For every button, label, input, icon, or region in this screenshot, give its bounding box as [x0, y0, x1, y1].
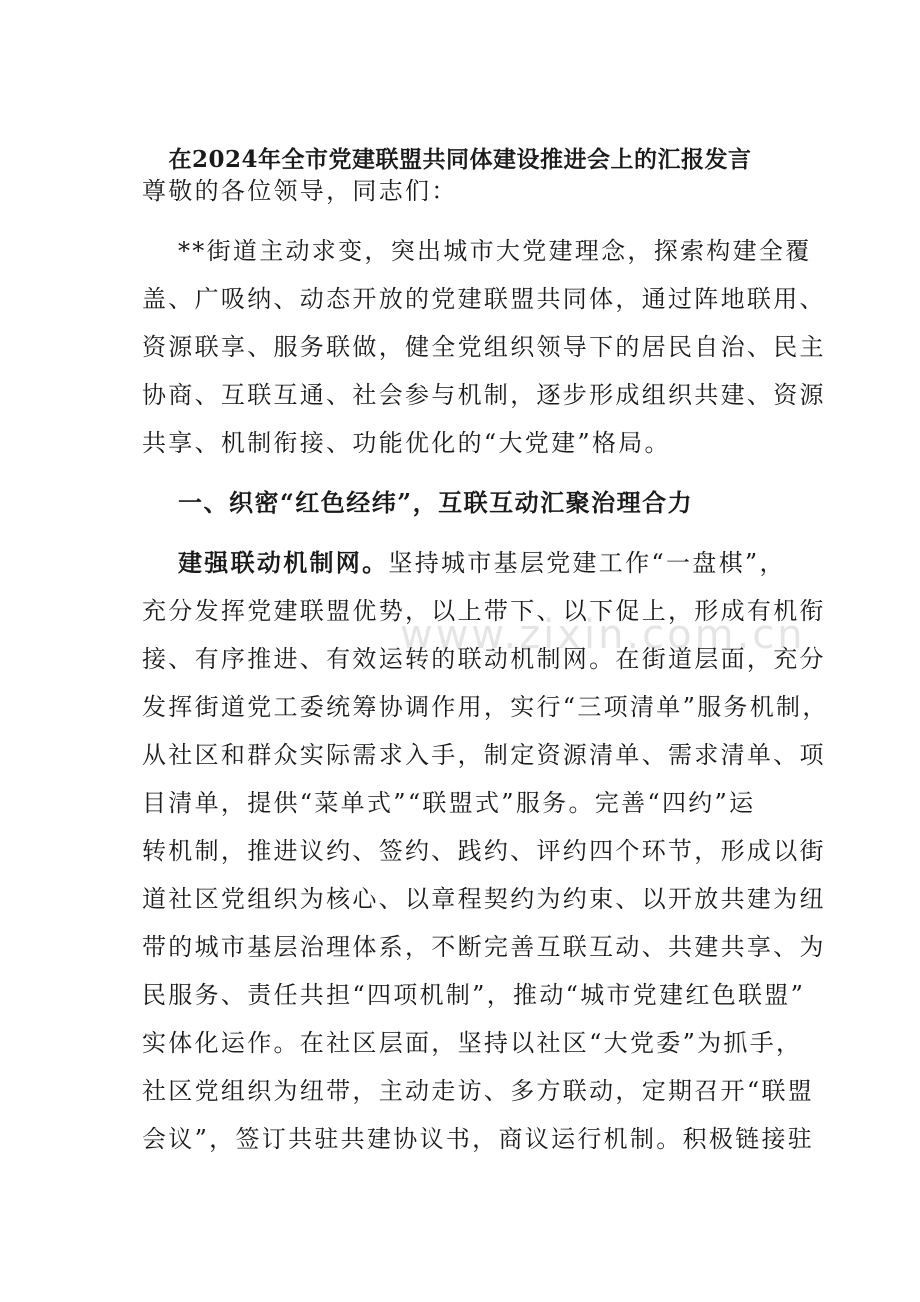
body-line: 会议”，签订共驻共建协议书，商议运行机制。积极链接驻	[142, 1125, 815, 1153]
body-line: 从社区和群众实际需求入手，制定资源清单、需求清单、项	[142, 741, 826, 769]
intro-line: **街道主动求变，突出城市大党建理念，探索构建全覆	[178, 237, 812, 265]
body-line: 转机制，推进议约、签约、践约、评约四个环节，形成以街	[142, 837, 826, 865]
body-line: 民服务、责任共担“四项机制”，推动“城市党建红色联盟”	[142, 981, 806, 1009]
paragraph-lead-rest: 坚持城市基层党建工作“一盘棋”，	[388, 549, 786, 577]
body-line: 充分发挥党建联盟优势，以上带下、以下促上，形成有机衔	[142, 597, 826, 625]
intro-line: 盖、广吸纳、动态开放的党建联盟共同体，通过阵地联用、	[142, 285, 826, 313]
body-line: 接、有序推进、有效运转的联动机制网。在街道层面，充分	[142, 645, 826, 673]
section-heading: 一、织密“红色经纬”，互联互动汇聚治理合力	[178, 488, 694, 517]
body-line: 社区党组织为纽带，主动走访、多方联动，定期召开“联盟	[142, 1077, 815, 1105]
intro-line: 共享、机制衔接、功能优化的“大党建”格局。	[142, 429, 671, 457]
body-line: 带的城市基层治理体系，不断完善互联互动、共建共享、为	[142, 933, 826, 961]
salutation: 尊敬的各位领导，同志们：	[142, 177, 458, 205]
body-line: 道社区党组织为核心、以章程契约为约束、以开放共建为纽	[142, 885, 826, 913]
body-line: 发挥街道党工委统筹协调作用，实行“三项清单”服务机制，	[142, 693, 829, 721]
document-title: 在2024年全市党建联盟共同体建设推进会上的汇报发言	[168, 146, 752, 173]
watermark: www.zixin.com.cn	[400, 612, 806, 658]
intro-line: 资源联享、服务联做，健全党组织领导下的居民自治、民主	[142, 333, 826, 361]
paragraph-lead-bold: 建强联动机制网。	[178, 548, 389, 577]
intro-line: 协商、互联互通、社会参与机制，逐步形成组织共建、资源	[142, 381, 826, 409]
body-line: 目清单，提供“菜单式”“联盟式”服务。完善“四约”运	[142, 789, 756, 817]
body-line: 实体化运作。在社区层面，坚持以社区“大党委”为抓手，	[142, 1029, 803, 1057]
paragraph-first-line	[178, 546, 786, 580]
